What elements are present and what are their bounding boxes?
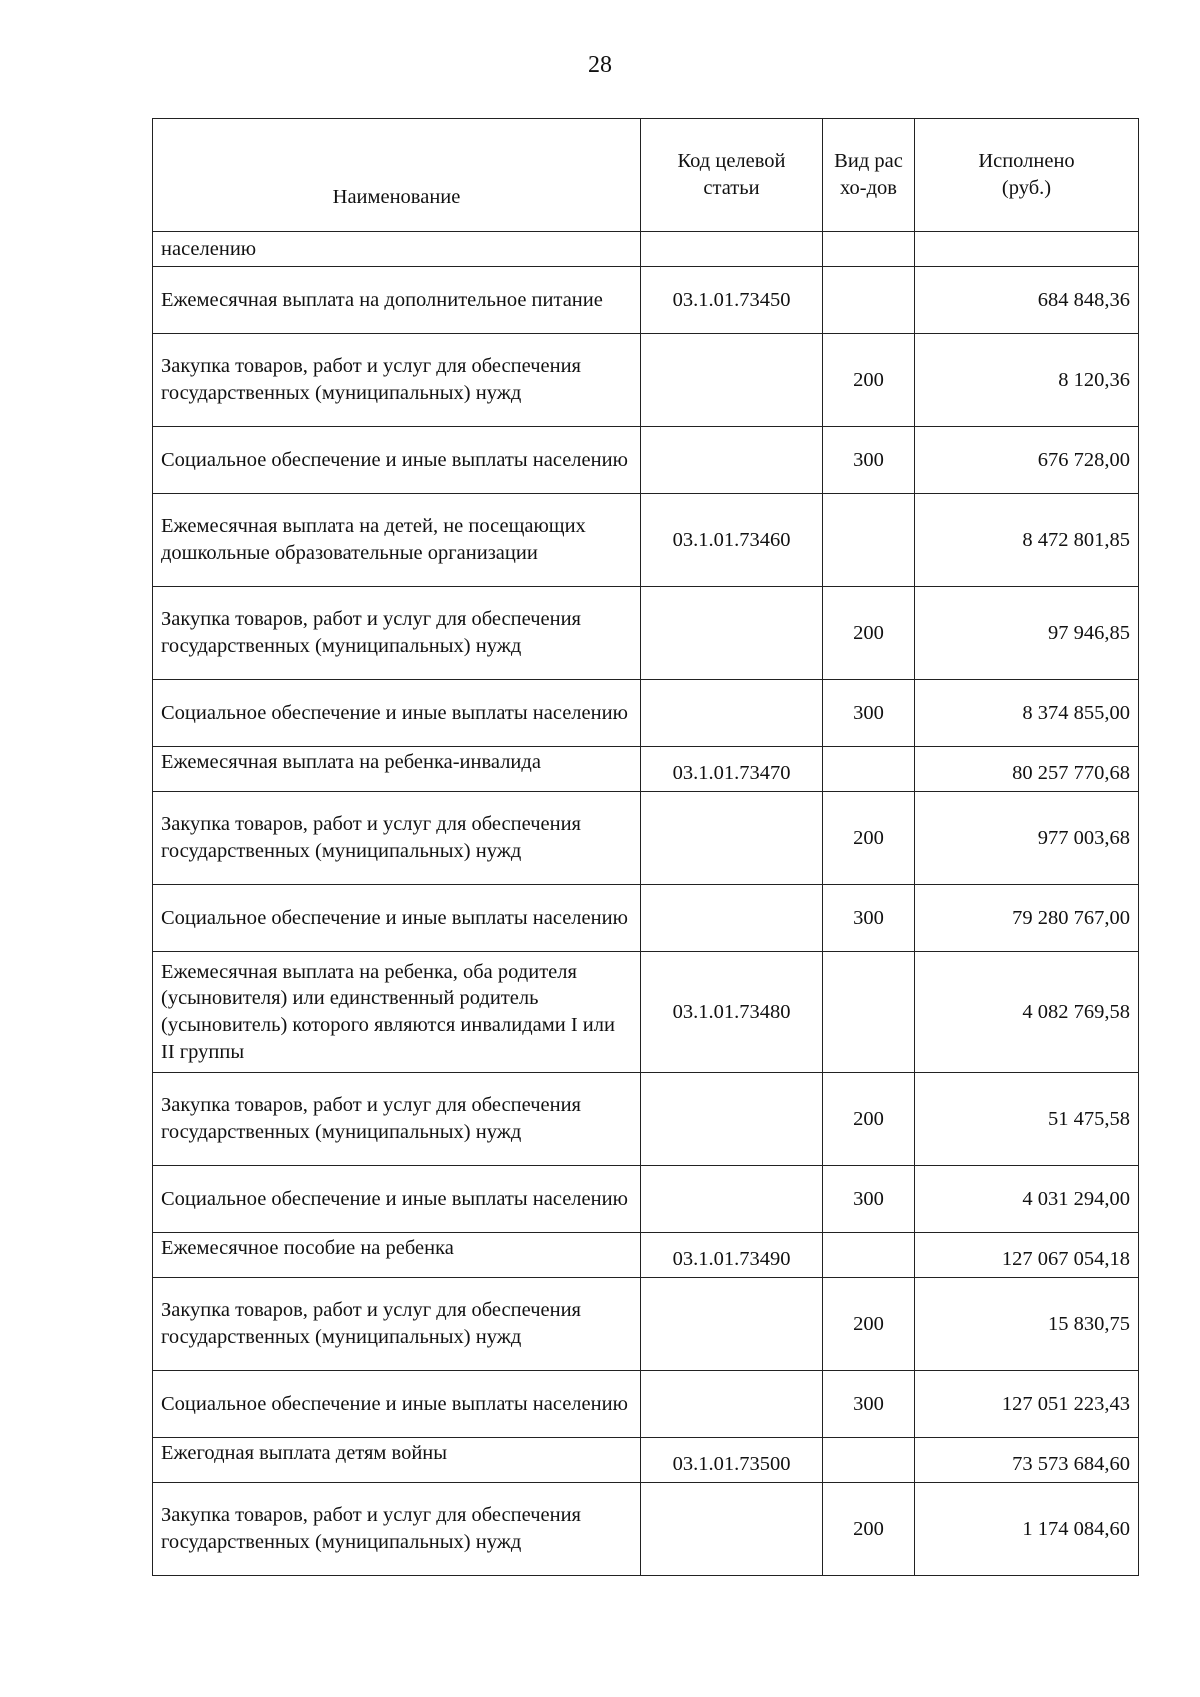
table-row: [153, 334, 1139, 427]
table-row: [153, 1438, 1139, 1483]
row-kind: [823, 747, 915, 792]
row-amount: 4 082 769,58: [915, 952, 1139, 1073]
table-row: [153, 1371, 1139, 1438]
row-kind: 300: [823, 1166, 915, 1233]
table-row: [153, 587, 1139, 680]
table-row: [153, 680, 1139, 747]
row-amount: 127 067 054,18: [915, 1233, 1139, 1278]
row-kind: 200: [823, 792, 915, 885]
row-code: [641, 587, 823, 680]
row-code: [641, 1483, 823, 1576]
header-code: Код целевой статьи: [641, 119, 823, 232]
row-kind: 300: [823, 427, 915, 494]
row-code: [641, 1073, 823, 1166]
row-code: [641, 885, 823, 952]
row-amount: 127 051 223,43: [915, 1371, 1139, 1438]
row-name: Закупка товаров, работ и услуг для обеспечения государственных (муниципальных) нужд: [153, 1483, 641, 1576]
page-number: 28: [588, 52, 612, 78]
row-name: Закупка товаров, работ и услуг для обеспечения государственных (муниципальных) нужд: [153, 1278, 641, 1371]
row-amount: 1 174 084,60: [915, 1483, 1139, 1576]
table-row: [153, 952, 1139, 1073]
table-row: [153, 232, 1139, 267]
row-kind: 300: [823, 885, 915, 952]
budget-table: [152, 118, 1139, 1576]
row-code: [641, 334, 823, 427]
row-code: [641, 1166, 823, 1233]
row-amount: 97 946,85: [915, 587, 1139, 680]
table-row: [153, 1278, 1139, 1371]
row-name: Закупка товаров, работ и услуг для обеспечения государственных (муниципальных) нужд: [153, 334, 641, 427]
table-row: [153, 1483, 1139, 1576]
table-header-row: [153, 119, 1139, 232]
row-name: Социальное обеспечение и иные выплаты населению: [153, 680, 641, 747]
row-code: 03.1.01.73490: [641, 1233, 823, 1278]
table-row: [153, 1166, 1139, 1233]
row-name: Закупка товаров, работ и услуг для обеспечения государственных (муниципальных) нужд: [153, 1073, 641, 1166]
row-code: 03.1.01.73500: [641, 1438, 823, 1483]
table-row: [153, 427, 1139, 494]
row-name: Ежемесячная выплата на детей, не посещающих дошкольные образовательные организации: [153, 494, 641, 587]
row-kind: 200: [823, 1483, 915, 1576]
row-name: Ежемесячная выплата на дополнительное питание: [153, 267, 641, 334]
table-row: [153, 267, 1139, 334]
row-amount: 684 848,36: [915, 267, 1139, 334]
row-kind: [823, 267, 915, 334]
row-amount: 676 728,00: [915, 427, 1139, 494]
row-kind: 200: [823, 1073, 915, 1166]
row-amount: 73 573 684,60: [915, 1438, 1139, 1483]
row-name: Социальное обеспечение и иные выплаты населению: [153, 427, 641, 494]
row-kind: 300: [823, 680, 915, 747]
row-name: Ежемесячное пособие на ребенка: [153, 1233, 641, 1278]
row-amount: 79 280 767,00: [915, 885, 1139, 952]
row-amount: 977 003,68: [915, 792, 1139, 885]
table-row: [153, 1073, 1139, 1166]
row-name: Социальное обеспечение и иные выплаты населению: [153, 1371, 641, 1438]
row-name: Ежегодная выплата детям войны: [153, 1438, 641, 1483]
row-amount: 4 031 294,00: [915, 1166, 1139, 1233]
row-name: Ежемесячная выплата на ребенка-инвалида: [153, 747, 641, 792]
table-row: [153, 1233, 1139, 1278]
table-row: [153, 747, 1139, 792]
row-kind: 200: [823, 334, 915, 427]
row-amount: 8 472 801,85: [915, 494, 1139, 587]
header-kind: Вид расхо-дов: [823, 119, 915, 232]
row-code: [641, 1278, 823, 1371]
row-code: 03.1.01.73460: [641, 494, 823, 587]
row-amount: 15 830,75: [915, 1278, 1139, 1371]
row-kind: [823, 494, 915, 587]
row-code: [641, 1371, 823, 1438]
row-kind: 200: [823, 1278, 915, 1371]
table-row: [153, 494, 1139, 587]
row-code: [641, 232, 823, 267]
row-name: населению: [153, 232, 641, 267]
row-amount: 8 374 855,00: [915, 680, 1139, 747]
row-name: Социальное обеспечение и иные выплаты населению: [153, 885, 641, 952]
row-kind: 300: [823, 1371, 915, 1438]
table-row: [153, 885, 1139, 952]
row-amount: 51 475,58: [915, 1073, 1139, 1166]
row-kind: [823, 1233, 915, 1278]
row-kind: [823, 1438, 915, 1483]
row-name: Закупка товаров, работ и услуг для обеспечения государственных (муниципальных) нужд: [153, 792, 641, 885]
row-amount: [915, 232, 1139, 267]
row-code: 03.1.01.73480: [641, 952, 823, 1073]
header-name: Наименование: [153, 119, 641, 232]
row-code: 03.1.01.73470: [641, 747, 823, 792]
row-code: [641, 427, 823, 494]
row-amount: 8 120,36: [915, 334, 1139, 427]
row-kind: [823, 232, 915, 267]
row-amount: 80 257 770,68: [915, 747, 1139, 792]
row-code: [641, 792, 823, 885]
row-name: Социальное обеспечение и иные выплаты населению: [153, 1166, 641, 1233]
table-row: [153, 792, 1139, 885]
row-code: 03.1.01.73450: [641, 267, 823, 334]
row-kind: [823, 952, 915, 1073]
row-name: Ежемесячная выплата на ребенка, оба родителя (усыновителя) или единственный родитель (усыновитель) которого являются инвалидами I или II группы: [153, 952, 641, 1073]
row-name: Закупка товаров, работ и услуг для обеспечения государственных (муниципальных) нужд: [153, 587, 641, 680]
row-code: [641, 680, 823, 747]
header-amount: Исполнено (руб.): [915, 119, 1139, 232]
row-kind: 200: [823, 587, 915, 680]
